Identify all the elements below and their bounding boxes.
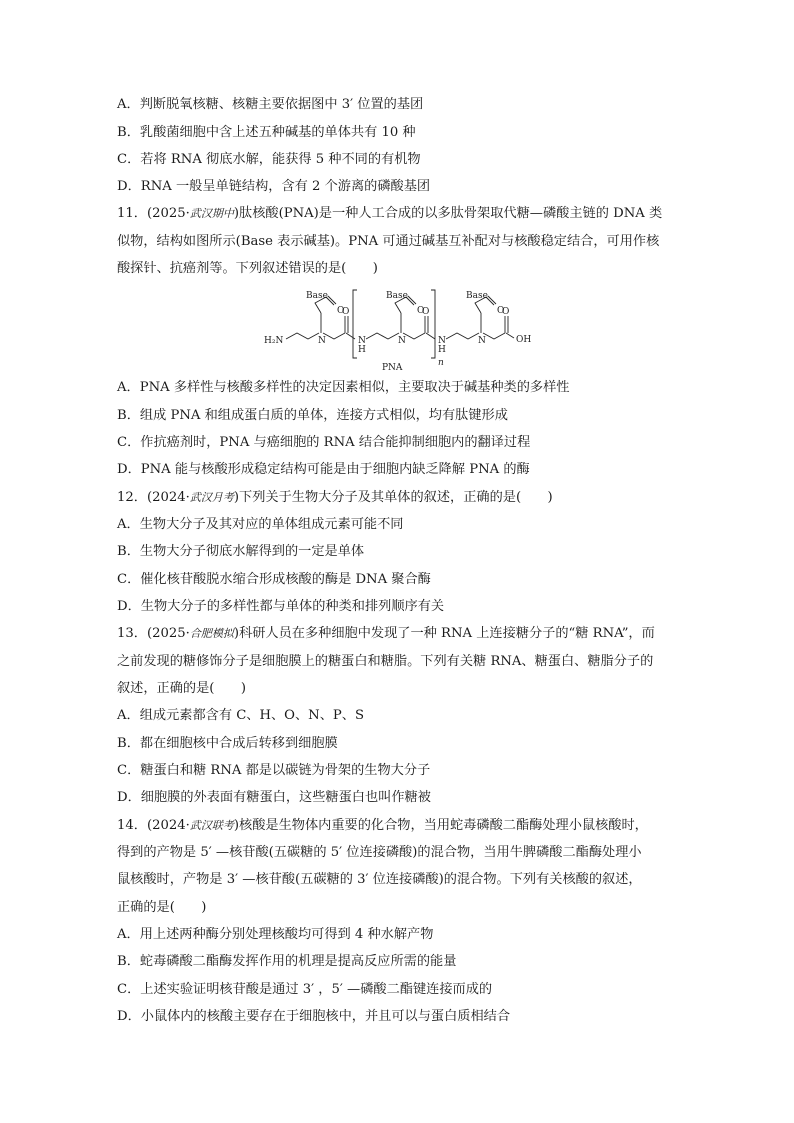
q12-option-b: B．生物大分子彻底水解得到的一定是单体 [117, 544, 365, 559]
q11-stem-line3: 酸探针、抗癌剂等。下列叙述错误的是( ) [117, 261, 378, 276]
q11-option-c: C．作抗癌剂时，PNA 与癌细胞的 RNA 结合能抑制细胞内的翻译过程 [117, 435, 531, 450]
q11-option-d: D．PNA 能与核酸形成稳定结构可能是由于细胞内缺乏降解 PNA 的酶 [117, 462, 530, 477]
q14-option-a: A．用上述两种酶分别处理核酸均可得到 4 种水解产物 [117, 927, 434, 942]
q10-option-b: B．乳酸菌细胞中含上述五种碱基的单体共有 10 种 [117, 125, 416, 140]
q12-source: 武汉月考 [189, 491, 234, 504]
q12-stem-rest: )下列关于生物大分子及其单体的叙述，正确的是( ) [233, 490, 553, 505]
carbonyl-o-2: O [417, 306, 425, 316]
q11-stem-rest: )肽核酸(PNA)是一种人工合成的以多肽骨架取代糖—磷酸主链的 DNA 类 [233, 206, 663, 221]
q13-option-b: B．都在细胞核中合成后转移到细胞膜 [117, 736, 338, 751]
q13-stem-line3: 叙述，正确的是( ) [117, 681, 246, 696]
backbone-n-3: N [478, 336, 486, 346]
q14-number: 14．(2024· [117, 818, 190, 833]
q14-stem-line3: 鼠核酸时，产物是 3′ —核苷酸(五碳糖的 3′ 位连接磷酸)的混合物。下列有关核酸的叙述， [117, 872, 642, 887]
q11-number: 11．(2025· [117, 206, 190, 221]
q13-option-a: A．组成元素都含有 C、H、O、N、P、S [117, 708, 365, 723]
q11-option-a: A．PNA 多样性与核酸多样性的决定因素相似，主要取决于碱基种类的多样性 [117, 380, 570, 395]
q14-stem-line1 [117, 817, 682, 835]
base-label-3: Base [466, 291, 488, 301]
amide-o-1: O [342, 307, 350, 317]
backbone-n-2: N [398, 336, 406, 346]
repeat-n-label: n [438, 358, 444, 368]
q10-option-c: C．若将 RNA 彻底水解，能获得 5 种不同的有机物 [117, 152, 421, 167]
q13-number: 13．(2025· [117, 626, 190, 641]
q14-option-d: D．小鼠体内的核酸主要存在于细胞核中，并且可以与蛋白质相结合 [117, 1009, 511, 1024]
amide-h-1: H [358, 345, 366, 355]
amide-n-1: N [358, 336, 366, 346]
q13-stem-line1 [117, 625, 682, 643]
q11-stem-line2: 似物，结构如图所示(Base 表示碱基)。PNA 可通过碱基互补配对与核酸稳定结合，可用作核 [117, 234, 660, 249]
amide-h-2: H [438, 345, 446, 355]
amide-o-3: O [502, 307, 510, 317]
q10-option-d: D．RNA 一般呈单链结构，含有 2 个游离的磷酸基团 [117, 179, 431, 194]
q14-option-c: C．上述实验证明核苷酸是通过 3′ ，5′ —磷酸二酯键连接而成的 [117, 982, 493, 997]
q12-option-c: C．催化核苷酸脱水缩合形成核酸的酶是 DNA 聚合酶 [117, 572, 431, 587]
carbonyl-o-3: O [497, 306, 505, 316]
q12-number: 12．(2024· [117, 490, 190, 505]
q13-option-c: C．糖蛋白和糖 RNA 都是以碳链为骨架的生物大分子 [117, 763, 431, 778]
base-label-1: Base [306, 291, 328, 301]
pna-label: PNA [382, 363, 403, 373]
q12-option-a: A．生物大分子及其对应的单体组成元素可能不同 [117, 517, 404, 532]
backbone-n-1: N [318, 336, 326, 346]
carbonyl-o-1: O [337, 306, 345, 316]
amine-label: H₂N [264, 336, 284, 346]
q14-stem-line4: 正确的是( ) [117, 900, 207, 915]
q13-source: 合肥模拟 [189, 627, 234, 640]
pna-structure-diagram [260, 286, 550, 374]
base-label-2: Base [386, 291, 408, 301]
q11-option-b: B．组成 PNA 和组成蛋白质的单体，连接方式相似，均有肽键形成 [117, 408, 508, 423]
q14-stem-line2: 得到的产物是 5′ —核苷酸(五碳糖的 5′ 位连接磷酸)的混合物，当用牛脾磷酸二酯酶处理小 [117, 845, 642, 860]
q14-option-b: B．蛇毒磷酸二酯酶发挥作用的机理是提高反应所需的能量 [117, 954, 457, 969]
q13-stem-rest: )科研人员在多种细胞中发现了一种 RNA 上连接糖分子的“糖 RNA”，而 [233, 626, 655, 641]
amide-o-2: O [422, 307, 430, 317]
q14-source: 武汉联考 [189, 819, 234, 832]
amide-n-2: N [438, 336, 446, 346]
q10-option-a: A．判断脱氧核糖、核糖主要依据图中 3′ 位置的基团 [117, 97, 424, 112]
q12-option-d: D．生物大分子的多样性都与单体的种类和排列顺序有关 [117, 599, 445, 614]
q11-stem-line1 [117, 205, 682, 223]
q14-stem-rest: )核酸是生物体内重要的化合物，当用蛇毒磷酸二酯酶处理小鼠核酸时， [233, 818, 648, 833]
q13-stem-line2: 之前发现的糖修饰分子是细胞膜上的糖蛋白和糖脂。下列有关糖 RNA、糖蛋白、糖脂分子的 [117, 654, 654, 669]
q13-option-d: D．细胞膜的外表面有糖蛋白，这些糖蛋白也叫作糖被 [117, 790, 431, 805]
q12-stem [117, 489, 682, 507]
q11-source: 武汉期中 [189, 207, 234, 220]
hydroxyl-label: OH [516, 335, 532, 345]
